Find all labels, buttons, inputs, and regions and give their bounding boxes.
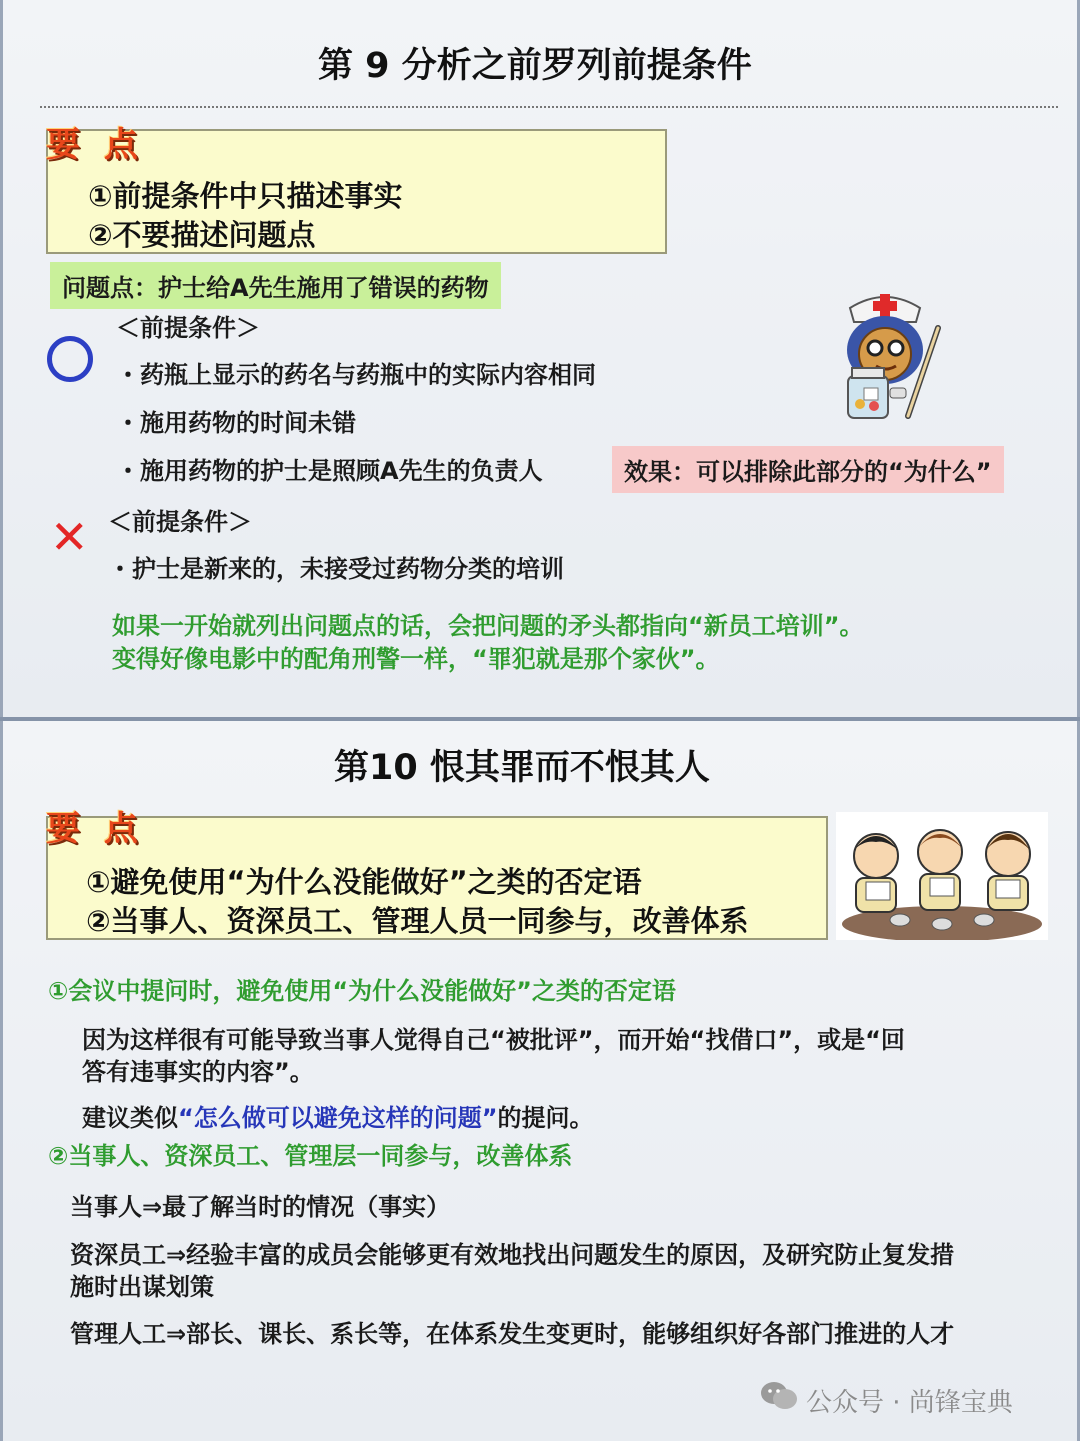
effect-note: 效果：可以排除此部分的“为什么”	[612, 446, 1004, 493]
section1-paragraph-line: 答有违事实的内容”。	[82, 1058, 314, 1086]
problem-statement: 问题点：护士给A先生施用了错误的药物	[50, 262, 501, 309]
title-divider	[40, 106, 1058, 108]
section2-line: 当事人⇒最了解当时的情况（事实）	[70, 1193, 451, 1221]
wechat-icon	[760, 1380, 798, 1412]
bad-premise-item: ・护士是新来的，未接受过药物分类的培训	[108, 555, 564, 583]
keypoint-label: 要 点	[46, 125, 144, 165]
section2-line: 管理人工⇒部长、课长、系长等，在体系发生变更时，能够组织好各部门推进的人才	[70, 1320, 955, 1348]
keypoint-1: ①避免使用“为什么没能做好”之类的否定语	[86, 865, 642, 899]
section2-line: 资深员工⇒经验丰富的成员会能够更有效地找出问题发生的原因，及研究防止复发措	[70, 1241, 955, 1269]
bad-premise-header: ＜前提条件＞	[108, 508, 252, 536]
good-premise-item: ・施用药物的护士是照顾A先生的负责人	[116, 457, 543, 485]
slide9-title: 第 9 分析之前罗列前提条件	[318, 46, 752, 86]
meeting-illustration	[836, 812, 1048, 940]
suggestion-prefix: 建议类似	[82, 1104, 178, 1132]
good-premise-item: ・施用药物的时间未错	[116, 409, 356, 437]
section2-heading: ②当事人、资深员工、管理层一同参与，改善体系	[48, 1142, 573, 1170]
slide10-title: 第10 恨其罪而不恨其人	[334, 748, 710, 788]
section1-paragraph-line: 因为这样很有可能导致当事人觉得自己“被批评”，而开始“找借口”，或是“回	[82, 1026, 905, 1054]
explanation-line: 如果一开始就列出问题点的话，会把问题的矛头都指向“新员工培训”。	[112, 612, 864, 640]
keypoint-label: 要 点	[46, 809, 144, 849]
watermark: 公众号 · 尚锋宝典	[806, 1388, 1013, 1418]
suggestion-quote: “怎么做可以避免这样的问题”	[178, 1104, 498, 1132]
section1-suggestion	[82, 1098, 594, 1133]
wrong-cross-icon: ✕	[50, 510, 89, 564]
section2-line: 施时出谋划策	[70, 1273, 214, 1301]
keypoint-2: ②当事人、资深员工、管理人员一同参与，改善体系	[86, 904, 749, 938]
good-premise-header: ＜前提条件＞	[116, 314, 260, 342]
explanation-line: 变得好像电影中的配角刑警一样，“罪犯就是那个家伙”。	[112, 645, 720, 673]
good-premise-item: ・药瓶上显示的药名与药瓶中的实际内容相同	[116, 361, 596, 389]
suggestion-suffix: 的提问。	[497, 1104, 594, 1132]
nurse-illustration	[830, 288, 950, 423]
correct-circle-icon	[47, 336, 93, 382]
keypoint-2: ②不要描述问题点	[88, 218, 316, 252]
section1-heading: ①会议中提问时，避免使用“为什么没能做好”之类的否定语	[48, 977, 676, 1005]
keypoint-1: ①前提条件中只描述事实	[88, 179, 403, 213]
